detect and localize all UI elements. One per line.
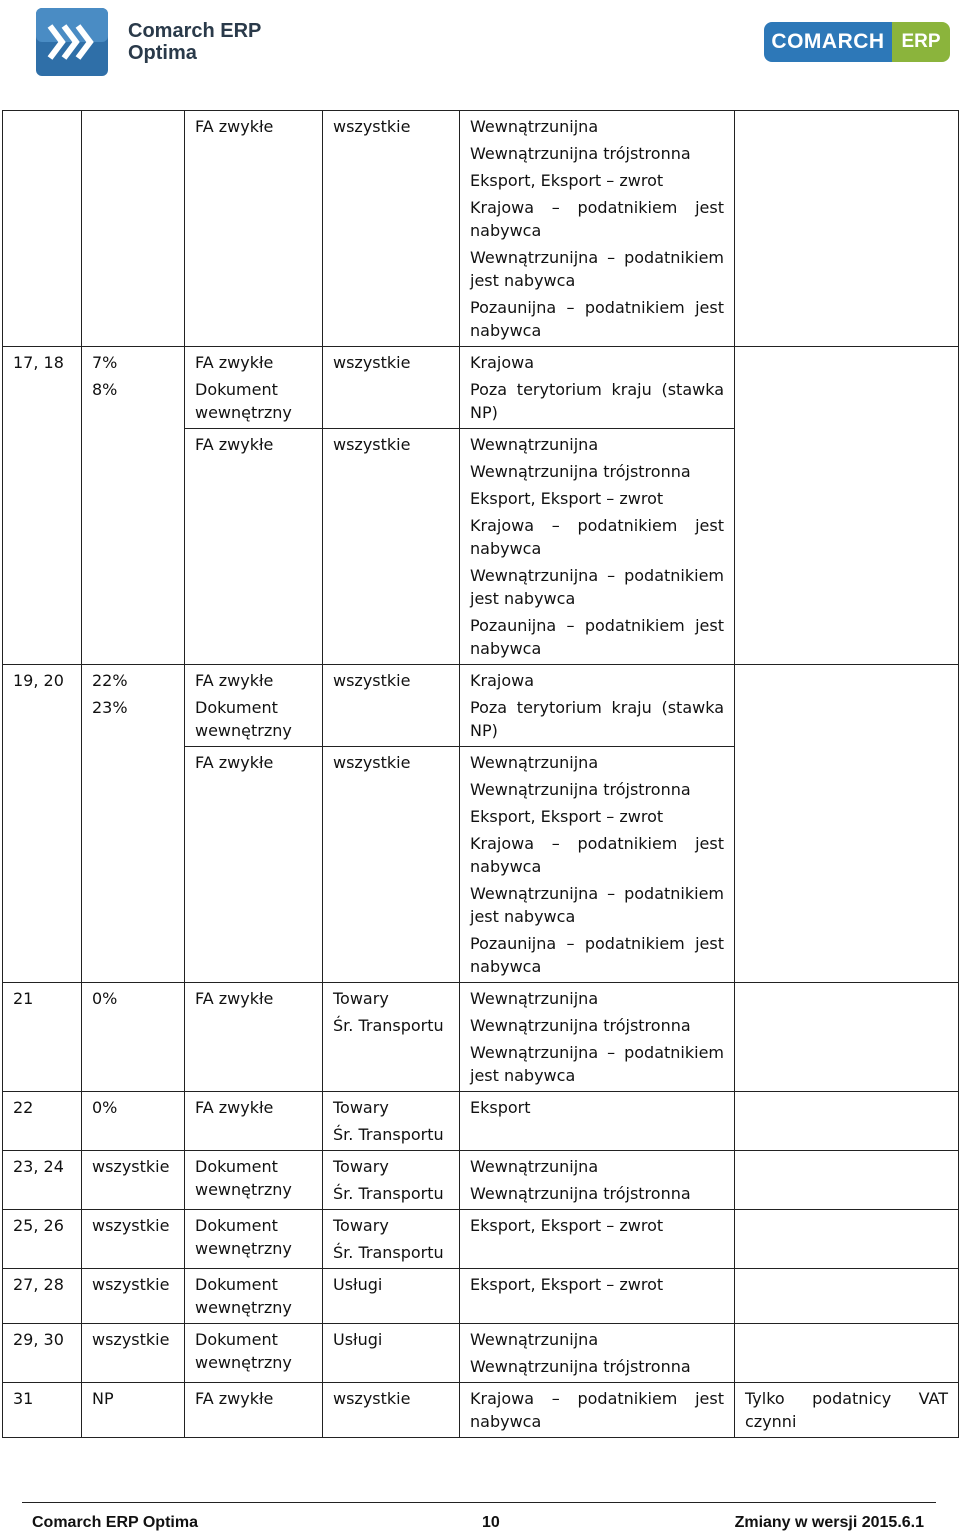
cell-line: Wewnątrzunijna – podatnikiem jest nabywca — [470, 248, 724, 290]
table-cell: wszystkie — [82, 1151, 185, 1210]
comarch-optima-logo-icon — [36, 8, 108, 76]
table-cell — [735, 1151, 959, 1210]
cell-line: Wewnątrzunijna trójstronna — [470, 462, 691, 481]
cell-line: 8% — [92, 380, 118, 399]
cell-line: Wewnątrzunijna — [470, 435, 599, 454]
table-cell: wszystkie — [82, 1324, 185, 1383]
table-cell: wszystkie — [323, 1383, 460, 1438]
table-cell: Dokument wewnętrzny — [185, 1210, 323, 1269]
table-row — [3, 983, 959, 1092]
table-cell — [735, 347, 959, 665]
table-cell: 31 — [3, 1383, 82, 1438]
table-cell: Usługi — [323, 1269, 460, 1324]
table-cell: wszystkie — [323, 111, 460, 347]
comarch-logo-text: COMARCH — [764, 22, 892, 62]
logo-line-2: Optima — [128, 42, 197, 64]
product-logo-text — [128, 20, 261, 64]
footer-version: Zmiany w wersji 2015.6.1 — [734, 1514, 924, 1531]
cell-line: Poza terytorium kraju (stawka NP) — [470, 698, 724, 740]
cell-line: Dokument wewnętrzny — [195, 380, 292, 422]
vat-rates-table — [2, 110, 959, 1438]
cell-line: Towary — [333, 1216, 389, 1235]
table-cell — [460, 665, 735, 747]
cell-line: Śr. Transportu — [333, 1184, 444, 1203]
table-cell: 0% — [82, 1092, 185, 1151]
cell-line: Eksport, Eksport – zwrot — [470, 807, 664, 826]
table-cell: 0% — [82, 983, 185, 1092]
table-cell — [460, 1383, 735, 1438]
cell-line: Eksport, Eksport – zwrot — [470, 489, 664, 508]
table-cell: 21 — [3, 983, 82, 1092]
table-cell — [460, 347, 735, 429]
cell-line: Wewnątrzunijna — [470, 1157, 599, 1176]
table-cell — [460, 747, 735, 983]
table-cell: 25, 26 — [3, 1210, 82, 1269]
cell-line: FA zwykłe — [195, 353, 274, 372]
cell-line: Śr. Transportu — [333, 1243, 444, 1262]
table-cell — [323, 1092, 460, 1151]
table-row — [3, 665, 959, 747]
footer-product: Comarch ERP Optima — [32, 1514, 198, 1531]
table-cell: 19, 20 — [3, 665, 82, 983]
table-cell: wszystkie — [323, 347, 460, 429]
table-cell — [735, 1269, 959, 1324]
table-row — [3, 1210, 959, 1269]
table-cell: Dokument wewnętrzny — [185, 1269, 323, 1324]
table-cell: FA zwykłe — [185, 111, 323, 347]
cell-line: Towary — [333, 1157, 389, 1176]
table-cell: Eksport, Eksport – zwrot — [460, 1269, 735, 1324]
table-cell: NP — [82, 1383, 185, 1438]
table-cell: Eksport, Eksport – zwrot — [460, 1210, 735, 1269]
cell-line: Wewnątrzunijna — [470, 117, 599, 136]
cell-line: Pozaunijna – podatnikiem jest nabywca — [470, 616, 724, 658]
table-row — [3, 347, 959, 429]
footer-divider — [22, 1502, 936, 1503]
table-cell — [460, 1324, 735, 1383]
table-cell: FA zwykłe — [185, 429, 323, 665]
table-cell — [735, 1210, 959, 1269]
cell-line: Śr. Transportu — [333, 1125, 444, 1144]
cell-line: 22% — [92, 671, 128, 690]
cell-line: Krajowa — [470, 353, 534, 372]
cell-line: Towary — [333, 1098, 389, 1117]
table-cell: Dokument wewnętrzny — [185, 1324, 323, 1383]
cell-line: Wewnątrzunijna trójstronna — [470, 780, 691, 799]
table-cell — [735, 983, 959, 1092]
table-cell: FA zwykłe — [185, 1092, 323, 1151]
table-cell — [323, 1210, 460, 1269]
table-cell — [735, 1324, 959, 1383]
table-cell — [460, 1151, 735, 1210]
table-row — [3, 1324, 959, 1383]
cell-line: Krajowa — [470, 671, 534, 690]
table-cell: 23, 24 — [3, 1151, 82, 1210]
table-cell: Dokument wewnętrzny — [185, 1151, 323, 1210]
table-row — [3, 1269, 959, 1324]
table-cell: FA zwykłe — [185, 983, 323, 1092]
table-cell: wszystkie — [323, 665, 460, 747]
table-cell: wszystkie — [82, 1210, 185, 1269]
logo-line-1: Comarch ERP — [128, 20, 262, 42]
cell-line: Wewnątrzunijna trójstronna — [470, 1184, 691, 1203]
cell-line: Wewnątrzunijna — [470, 753, 599, 772]
table-cell — [460, 111, 735, 347]
table-row — [3, 111, 959, 347]
cell-line: Pozaunijna – podatnikiem jest nabywca — [470, 298, 724, 340]
table-row — [3, 1151, 959, 1210]
cell-line: Tylko podatnicy VAT czynni — [745, 1389, 948, 1431]
table-cell: 17, 18 — [3, 347, 82, 665]
cell-line: Eksport, Eksport – zwrot — [470, 171, 664, 190]
comarch-erp-logo — [764, 22, 950, 62]
cell-line: Krajowa – podatnikiem jest nabywca — [470, 516, 724, 558]
cell-line: Dokument wewnętrzny — [195, 698, 292, 740]
table-cell — [735, 1383, 959, 1438]
table-cell: wszystkie — [323, 429, 460, 665]
table-cell — [185, 665, 323, 747]
table-cell — [735, 111, 959, 347]
cell-line: Krajowa – podatnikiem jest nabywca — [470, 834, 724, 876]
cell-line: Wewnątrzunijna – podatnikiem jest nabywca — [470, 1043, 724, 1085]
cell-line: Wewnątrzunijna – podatnikiem jest nabywca — [470, 566, 724, 608]
table-cell — [735, 1092, 959, 1151]
table-cell — [735, 665, 959, 983]
table-cell: FA zwykłe — [185, 747, 323, 983]
table-cell — [82, 347, 185, 665]
cell-line: Śr. Transportu — [333, 1016, 444, 1035]
table-cell: FA zwykłe — [185, 1383, 323, 1438]
cell-line: FA zwykłe — [195, 671, 274, 690]
cell-line: Krajowa – podatnikiem jest nabywca — [470, 198, 724, 240]
table-row — [3, 1383, 959, 1438]
table-cell: wszystkie — [323, 747, 460, 983]
table-cell: Usługi — [323, 1324, 460, 1383]
cell-line: Wewnątrzunijna trójstronna — [470, 144, 691, 163]
cell-line: 7% — [92, 353, 118, 372]
cell-line: Towary — [333, 989, 389, 1008]
table-cell — [323, 1151, 460, 1210]
cell-line: 23% — [92, 698, 128, 717]
cell-line: Wewnątrzunijna trójstronna — [470, 1357, 691, 1376]
table-cell — [82, 111, 185, 347]
table-cell — [323, 983, 460, 1092]
table-cell: Eksport — [460, 1092, 735, 1151]
cell-line: Wewnątrzunijna — [470, 989, 599, 1008]
cell-line: Pozaunijna – podatnikiem jest nabywca — [470, 934, 724, 976]
table-cell: 29, 30 — [3, 1324, 82, 1383]
table-cell — [460, 983, 735, 1092]
cell-line: Krajowa – podatnikiem jest nabywca — [470, 1389, 724, 1431]
table-cell: wszystkie — [82, 1269, 185, 1324]
cell-line: Wewnątrzunijna — [470, 1330, 599, 1349]
cell-line: Poza terytorium kraju (stawka NP) — [470, 380, 724, 422]
table-cell — [460, 429, 735, 665]
table-cell — [185, 347, 323, 429]
table-cell: 27, 28 — [3, 1269, 82, 1324]
table-cell: 22 — [3, 1092, 82, 1151]
page-header — [0, 0, 960, 90]
cell-line: Wewnątrzunijna – podatnikiem jest nabywca — [470, 884, 724, 926]
table-row — [3, 1092, 959, 1151]
table-cell — [3, 111, 82, 347]
table-cell — [82, 665, 185, 983]
page-number: 10 — [482, 1514, 500, 1531]
cell-line: Wewnątrzunijna trójstronna — [470, 1016, 691, 1035]
erp-logo-text: ERP — [892, 22, 950, 62]
